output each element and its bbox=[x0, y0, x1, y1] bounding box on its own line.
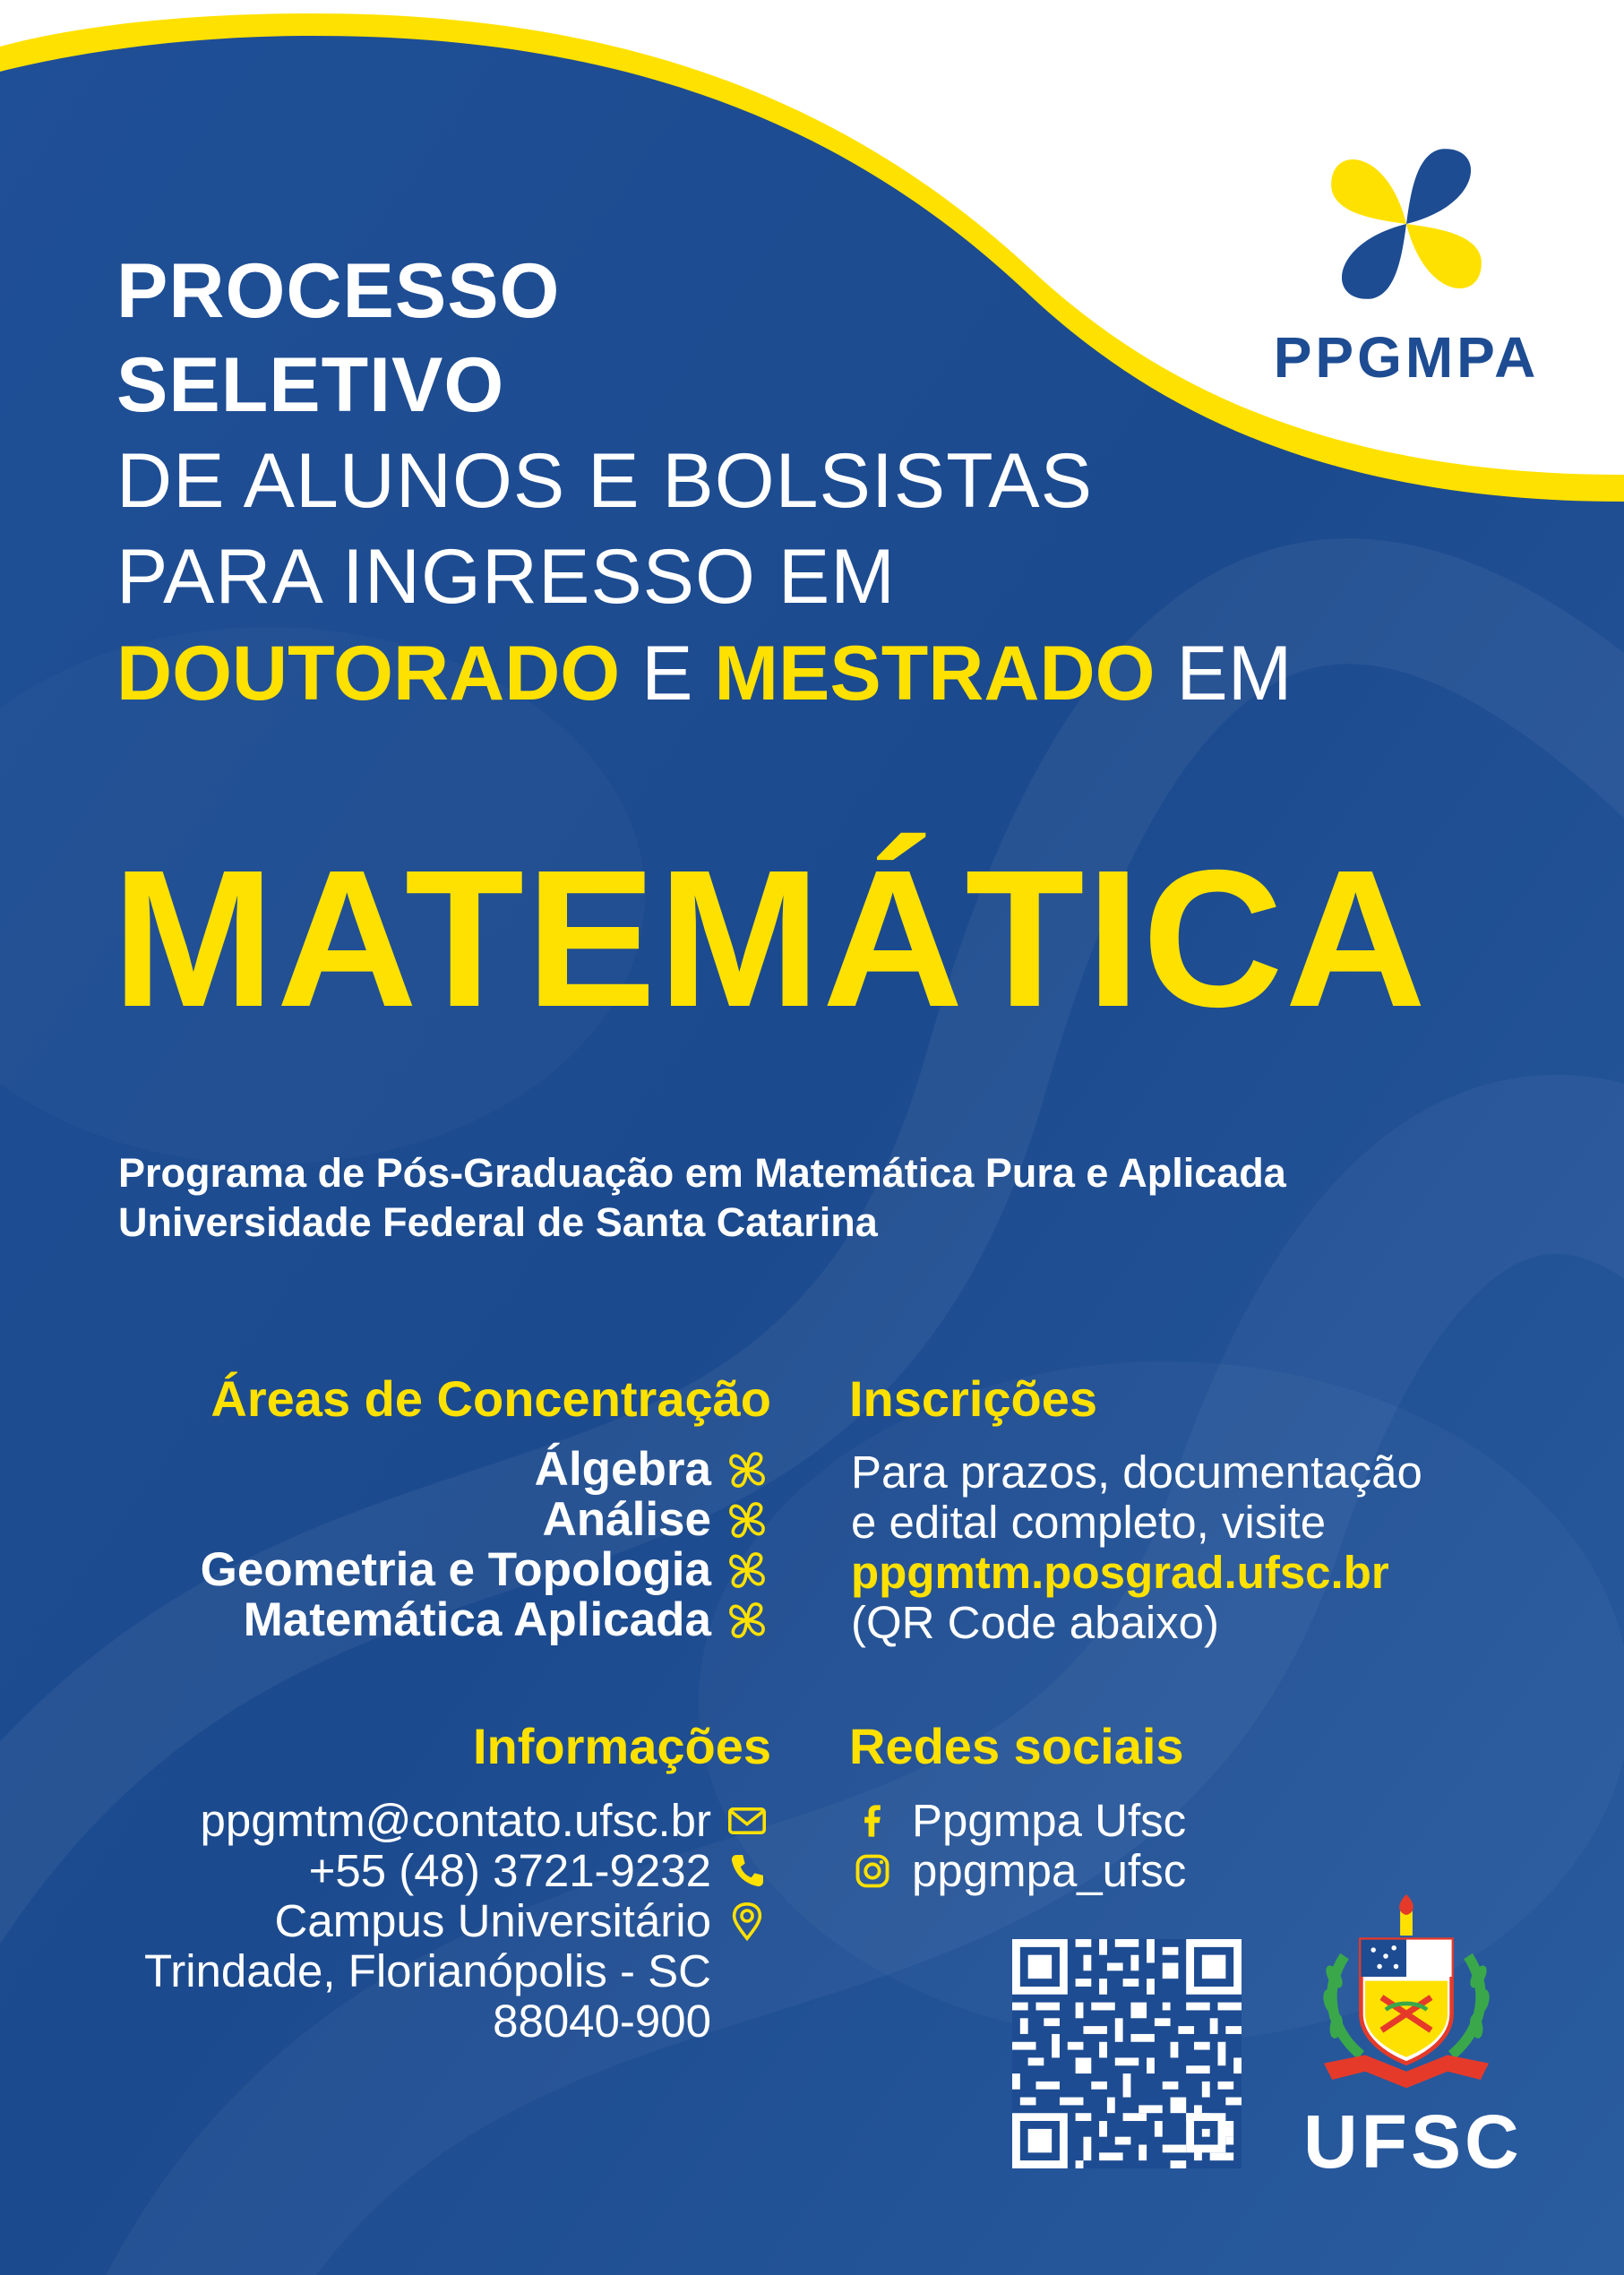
area-label: Análise bbox=[542, 1493, 711, 1546]
qr-code[interactable] bbox=[1012, 1939, 1242, 2168]
contact-address-row2 bbox=[144, 1946, 769, 1996]
flower-bullet-icon bbox=[726, 1599, 769, 1642]
mestrado-label: MESTRADO bbox=[714, 631, 1156, 717]
website-link[interactable]: ppgmtm.posgrad.ufsc.br bbox=[851, 1547, 1389, 1598]
program-name: Programa de Pós-Graduação em Matemática Pura e Aplicada bbox=[118, 1150, 1286, 1196]
area-label: Álgebra bbox=[534, 1443, 711, 1496]
contact-address-line1: Campus Universitário bbox=[274, 1895, 711, 1946]
conjunction-em: EM bbox=[1176, 631, 1293, 717]
facebook-icon bbox=[853, 1801, 892, 1841]
subject-title: MATEMÁTICA bbox=[112, 830, 1429, 1048]
list-item bbox=[201, 1445, 769, 1495]
flower-bullet-icon bbox=[726, 1448, 769, 1491]
ppgmpa-logo-text: PPGMPA bbox=[1273, 325, 1540, 390]
ufsc-coat-of-arms-icon bbox=[1303, 1894, 1509, 2100]
title-line-alunos: DE ALUNOS E BOLSISTAS bbox=[116, 438, 1093, 524]
location-pin-icon bbox=[726, 1900, 769, 1943]
inscricoes-line: Para prazos, documentação bbox=[851, 1447, 1422, 1498]
ppgmpa-flower-icon bbox=[1308, 125, 1505, 322]
facebook-row[interactable] bbox=[853, 1796, 1186, 1846]
title-line-seletivo: SELETIVO bbox=[116, 342, 505, 428]
instagram-icon bbox=[853, 1851, 892, 1891]
areas-list bbox=[201, 1445, 769, 1645]
inscricoes-body bbox=[851, 1447, 1422, 1648]
contact-phone[interactable]: +55 (48) 3721-9232 bbox=[308, 1845, 711, 1896]
ufsc-logo bbox=[1303, 1894, 1523, 2184]
instagram-handle[interactable]: ppgmpa_ufsc bbox=[912, 1845, 1187, 1896]
inscricoes-line: (QR Code abaixo) bbox=[851, 1597, 1220, 1648]
informacoes-list bbox=[144, 1796, 769, 2047]
phone-icon bbox=[726, 1850, 769, 1893]
informacoes-heading: Informações bbox=[473, 1718, 771, 1774]
ufsc-logo-text: UFSC bbox=[1303, 2099, 1523, 2184]
area-label: Matemática Aplicada bbox=[243, 1593, 711, 1646]
instagram-row[interactable] bbox=[853, 1846, 1186, 1896]
contact-phone-row bbox=[144, 1846, 769, 1896]
redes-list bbox=[853, 1796, 1186, 1896]
title-line-processo: PROCESSO bbox=[116, 248, 561, 334]
contact-address-line2: Trindade, Florianópolis - SC bbox=[143, 1945, 711, 1996]
inscricoes-line: e edital completo, visite bbox=[851, 1497, 1327, 1548]
ppgmpa-logo bbox=[1272, 125, 1541, 394]
redes-heading: Redes sociais bbox=[849, 1718, 1184, 1774]
contact-email-row bbox=[144, 1796, 769, 1846]
university-name: Universidade Federal de Santa Catarina bbox=[118, 1199, 878, 1245]
contact-cep-row bbox=[144, 1996, 769, 2047]
title-line-degrees bbox=[116, 629, 1292, 718]
areas-heading: Áreas de Concentração bbox=[211, 1370, 771, 1427]
list-item bbox=[201, 1495, 769, 1545]
contact-address-row bbox=[144, 1896, 769, 1946]
contact-email[interactable]: ppgmtm@contato.ufsc.br bbox=[200, 1795, 711, 1846]
list-item bbox=[201, 1595, 769, 1645]
contact-cep: 88040-900 bbox=[493, 1996, 711, 2047]
doutorado-label: DOUTORADO bbox=[116, 631, 621, 717]
conjunction-e: E bbox=[641, 631, 693, 717]
flower-bullet-icon bbox=[726, 1498, 769, 1541]
area-label: Geometria e Topologia bbox=[200, 1543, 711, 1596]
list-item bbox=[201, 1545, 769, 1595]
title-line-ingresso: PARA INGRESSO EM bbox=[116, 534, 896, 620]
envelope-icon bbox=[726, 1799, 769, 1842]
inscricoes-heading: Inscrições bbox=[849, 1370, 1098, 1427]
flower-bullet-icon bbox=[726, 1549, 769, 1592]
facebook-handle[interactable]: Ppgmpa Ufsc bbox=[912, 1795, 1187, 1846]
